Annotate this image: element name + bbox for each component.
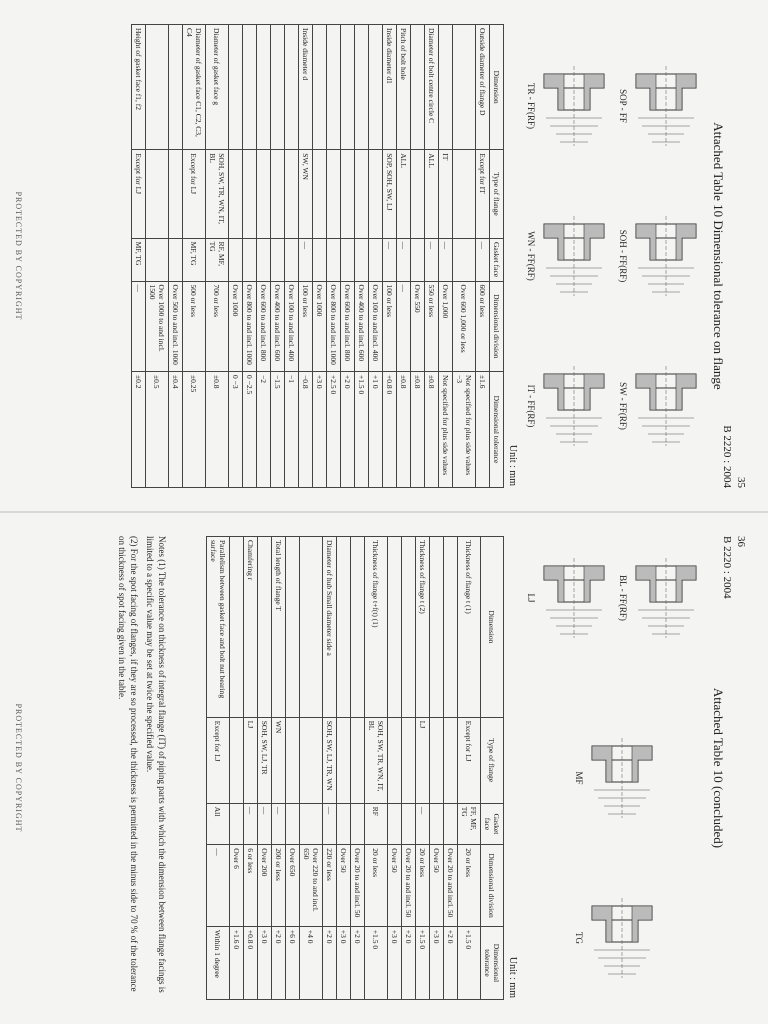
table-row xyxy=(243,25,257,488)
table-cell: WN xyxy=(272,717,286,803)
table-cell: RF, MF, TG xyxy=(206,238,229,281)
notes xyxy=(112,536,168,1000)
table-cell xyxy=(337,717,351,803)
table-cell xyxy=(257,238,271,281)
table-cell xyxy=(229,238,243,281)
table-cell: Over 600 to and incl. 800 xyxy=(257,281,271,371)
page-number: 35 xyxy=(735,477,747,488)
column-header: Dimensional tolerance xyxy=(490,372,504,488)
table-cell: MF, TG xyxy=(183,238,206,281)
table-cell: 500 or less xyxy=(183,281,206,371)
flange-soh-icon xyxy=(630,210,702,302)
table-row xyxy=(272,537,286,1000)
table-cell xyxy=(439,25,453,150)
column-header: Gasket face xyxy=(490,238,504,281)
table-cell: Over 500 to and incl. 1000 xyxy=(169,281,183,371)
table-row xyxy=(365,537,388,1000)
figure-label: BL - FF(RF) xyxy=(618,575,628,621)
table-cell: Over 100 to and incl. 400 xyxy=(285,281,299,371)
table-cell: Diameter of gasket face C1, C2, C3, C4 xyxy=(183,25,206,150)
table-cell xyxy=(355,25,369,150)
table-cell: 200 or less xyxy=(272,845,286,927)
table-cell: Height of gasket face f1, f2 xyxy=(132,25,146,150)
table-row xyxy=(207,537,230,1000)
unit-label: Unit : mm xyxy=(507,956,518,998)
table-cell: RF xyxy=(365,803,388,845)
table-cell: SOP, SOH, SW, LJ xyxy=(383,150,397,238)
standard-code: B 2220 : 2004 xyxy=(721,536,733,599)
table-cell: — xyxy=(272,803,286,845)
table-cell xyxy=(327,238,341,281)
column-header: Dimensional division xyxy=(490,281,504,371)
table-cell: 220 or less xyxy=(323,845,337,927)
table-cell: Within 1 degree xyxy=(207,926,230,999)
copyright-notice: PROTECTED BY COPYRIGHT xyxy=(14,703,23,833)
table-row xyxy=(313,25,327,488)
table-cell xyxy=(146,238,169,281)
table-cell: Except for IT xyxy=(476,150,490,238)
table-cell: Over 50 xyxy=(430,845,444,927)
figure-label: TR - FF(RF) xyxy=(526,82,536,129)
table-cell: Pitch of bolt hole xyxy=(397,25,411,150)
table-cell: — xyxy=(397,238,411,281)
table-cell: Over 200 xyxy=(258,845,272,927)
table-cell xyxy=(230,537,244,718)
table-cell: Not specified for plus side values −3 xyxy=(453,372,476,488)
table-cell: — xyxy=(416,803,430,845)
table-cell xyxy=(411,25,425,150)
table-cell xyxy=(146,25,169,150)
table-cell xyxy=(169,238,183,281)
column-header: Dimension xyxy=(490,25,504,150)
table-row xyxy=(286,537,300,1000)
table-cell: Over 20 to and incl. 50 xyxy=(444,845,458,927)
table-cell xyxy=(351,803,365,845)
table-cell: +2 0 xyxy=(341,372,355,488)
column-header: Dimensional division xyxy=(481,845,504,927)
figure-label: MF xyxy=(574,771,584,785)
table-cell xyxy=(402,537,416,718)
table-cell: +6 0 xyxy=(286,926,300,999)
table-cell: Except for LJ xyxy=(458,717,481,803)
table-cell: Chamfering r xyxy=(244,537,258,718)
table-cell: Over 1000 to and incl. 1500 xyxy=(146,281,169,371)
table-cell xyxy=(430,717,444,803)
table-cell: −1.5 xyxy=(271,372,285,488)
table-cell xyxy=(453,238,476,281)
table-row xyxy=(327,25,341,488)
table-cell: Over 400 to and incl. 600 xyxy=(271,281,285,371)
table-cell: ±0.8 xyxy=(206,372,229,488)
flange-lj-icon xyxy=(538,552,610,644)
table-cell: −2 xyxy=(257,372,271,488)
table-cell: Not specified for plus side values xyxy=(439,372,453,488)
table-cell: +3 0 xyxy=(337,926,351,999)
flange-bl-icon xyxy=(630,552,702,644)
table-row xyxy=(430,537,444,1000)
table-cell xyxy=(313,150,327,238)
table-cell: 700 or less xyxy=(206,281,229,371)
table-cell: MF, TG xyxy=(132,238,146,281)
table-row xyxy=(369,25,383,488)
table-cell: ±0.2 xyxy=(132,372,146,488)
table-cell xyxy=(453,25,476,150)
table-cell xyxy=(229,25,243,150)
table-cell: +2 0 xyxy=(402,926,416,999)
table-cell: Over 6 xyxy=(230,845,244,927)
table-cell: ±0.8 xyxy=(397,372,411,488)
table-cell: 100 or less xyxy=(383,281,397,371)
table-cell: Outside diameter of flange D xyxy=(476,25,490,150)
table-title: Attached Table 10 Dimensional tolerance on flange xyxy=(711,122,726,390)
table-cell: −1 xyxy=(285,372,299,488)
table-cell: −0.8 xyxy=(299,372,313,488)
table-cell xyxy=(271,25,285,150)
table-cell xyxy=(341,238,355,281)
table-row xyxy=(388,537,402,1000)
table-cell xyxy=(369,150,383,238)
table-cell: Inside diameter d1 xyxy=(383,25,397,150)
table-cell xyxy=(341,150,355,238)
table-cell: Over 600 to and incl. 800 xyxy=(341,281,355,371)
table-cell: — xyxy=(258,803,272,845)
table-row xyxy=(402,537,416,1000)
table-cell xyxy=(286,717,300,803)
column-header: Dimension xyxy=(481,537,504,718)
table-cell: Over 50 xyxy=(337,845,351,927)
table-cell xyxy=(257,150,271,238)
table-cell: Over 600 1,000 or less xyxy=(453,281,476,371)
table-cell: 0 −2.5 xyxy=(243,372,257,488)
table-cell xyxy=(444,537,458,718)
page-number: 36 xyxy=(735,536,747,547)
table-cell: FF, MF, TG xyxy=(458,803,481,845)
table-cell xyxy=(258,537,272,718)
standard-code: B 2220 : 2004 xyxy=(721,425,733,488)
unit-label: Unit : mm xyxy=(507,444,518,486)
table-cell xyxy=(285,150,299,238)
table-cell xyxy=(430,803,444,845)
table-cell: Diameter of bolt centre circle C xyxy=(425,25,439,150)
table-cell: Parallelism between gasket face and bolt nut bearing surface xyxy=(207,537,230,718)
table-cell: — xyxy=(244,803,258,845)
table-row xyxy=(416,537,430,1000)
table-cell: Diameter of hub Small diameter side a xyxy=(323,537,337,718)
table-cell xyxy=(313,25,327,150)
table-cell xyxy=(369,25,383,150)
figure-label: SOH - FF(RF) xyxy=(618,229,628,283)
table-cell: Over 100 to and incl. 400 xyxy=(369,281,383,371)
table-cell: LJ xyxy=(244,717,258,803)
table-cell xyxy=(243,25,257,150)
flange-mf-icon xyxy=(586,732,658,824)
table-cell xyxy=(286,537,300,718)
table-cell xyxy=(411,238,425,281)
table-cell: +1.5 0 xyxy=(416,926,430,999)
table-cell: +2 0 xyxy=(351,926,365,999)
table-cell xyxy=(229,150,243,238)
note-item: Notes (1) The tolerance on thickness of integral flange (IT) of piping parts with which the dimension between flange facings is limited to a specific value may be set at twice the specified value. xyxy=(145,536,167,993)
table-cell: +2 0 xyxy=(272,926,286,999)
column-header: Dimensional tolerance xyxy=(481,926,504,999)
table-cell: 600 or less xyxy=(476,281,490,371)
table-cell: — xyxy=(323,803,337,845)
figure-label: SW - FF(RF) xyxy=(618,382,628,430)
table-row xyxy=(351,537,365,1000)
table-cell xyxy=(402,803,416,845)
table-cell: 20 or less xyxy=(416,845,430,927)
table-cell xyxy=(146,150,169,238)
table-cell: +3 0 xyxy=(388,926,402,999)
table-cell xyxy=(243,238,257,281)
table-cell: ALL xyxy=(425,150,439,238)
table-cell: +3 0 xyxy=(430,926,444,999)
table-cell: Diameter of gasket face g xyxy=(206,25,229,150)
table-cell: Total length of flange T xyxy=(272,537,286,718)
table-cell: ±0.8 xyxy=(425,372,439,488)
table-cell xyxy=(327,150,341,238)
table-cell: ±1.6 xyxy=(476,372,490,488)
table-cell: Over 400 to and incl. 600 xyxy=(355,281,369,371)
table-cell: +2 0 xyxy=(444,926,458,999)
table-cell: +4 0 xyxy=(300,926,323,999)
table-cell: — xyxy=(207,845,230,927)
table-cell xyxy=(300,803,323,845)
table-row xyxy=(341,25,355,488)
table-row xyxy=(132,25,146,488)
table-cell xyxy=(230,803,244,845)
table-row xyxy=(453,25,476,488)
table-row xyxy=(299,25,313,488)
table-cell: — xyxy=(383,238,397,281)
table-cell: Thickness of flange t (2) xyxy=(416,537,430,718)
table-row xyxy=(355,25,369,488)
table-cell: Over 800 to and incl. 1000 xyxy=(327,281,341,371)
table-row xyxy=(206,25,229,488)
table-row xyxy=(183,25,206,488)
table-row xyxy=(146,25,169,488)
table-cell: Over 650 xyxy=(286,845,300,927)
table-cell: Over 1000 xyxy=(229,281,243,371)
table-cell: 100 or less xyxy=(299,281,313,371)
table-row xyxy=(258,537,272,1000)
table-row xyxy=(271,25,285,488)
table-cell: ±0.5 xyxy=(146,372,169,488)
table-cell: Over 20 to and incl. 50 xyxy=(402,845,416,927)
table-row xyxy=(411,25,425,488)
table-cell xyxy=(351,717,365,803)
table-cell xyxy=(230,717,244,803)
figure-label: SOP - FF xyxy=(618,89,628,123)
flange-it-icon xyxy=(538,360,610,452)
flange-sop-icon xyxy=(630,60,702,152)
table-row xyxy=(383,25,397,488)
table-cell: +1.5 0 xyxy=(365,926,388,999)
table-cell: +1.6 0 xyxy=(230,926,244,999)
table-cell: Over 50 xyxy=(388,845,402,927)
table-row xyxy=(244,537,258,1000)
figure-label: IT - FF(RF) xyxy=(526,384,536,428)
table-cell: SOH, SW, TR, WN, IT, BL xyxy=(365,717,388,803)
table-cell: +2.5 0 xyxy=(327,372,341,488)
figure-label: LJ xyxy=(526,593,536,603)
table-cell: SOH, SW, LJ, TR xyxy=(258,717,272,803)
flange-tr-icon xyxy=(538,60,610,152)
table-cell xyxy=(444,803,458,845)
table-cell: IT xyxy=(439,150,453,238)
table-row xyxy=(257,25,271,488)
table-cell: +2 0 xyxy=(323,926,337,999)
figure-label: WN - FF(RF) xyxy=(526,231,536,281)
table-cell xyxy=(388,717,402,803)
table-cell xyxy=(337,537,351,718)
table-cell: Except for LJ xyxy=(183,150,206,238)
table-row xyxy=(476,25,490,488)
table-cell xyxy=(271,238,285,281)
table-cell: ALL xyxy=(397,150,411,238)
copyright-notice: PROTECTED BY COPYRIGHT xyxy=(14,191,23,321)
column-header: Type of flange xyxy=(481,717,504,803)
table-cell: — xyxy=(476,238,490,281)
table-cell xyxy=(430,537,444,718)
table-cell xyxy=(257,25,271,150)
table-cell: +1.5 0 xyxy=(355,372,369,488)
table-cell xyxy=(388,803,402,845)
table-cell: ±0.4 xyxy=(169,372,183,488)
table-cell: Over 1,000 xyxy=(439,281,453,371)
table-cell xyxy=(337,803,351,845)
table-cell: Over 550 xyxy=(411,281,425,371)
table-cell xyxy=(369,238,383,281)
note-item: (2) For the spot facing of flanges, if they are so processed, the thickness is permitted in the minus side to 70 % of the tolerance on thickness of spot facing given in the table. xyxy=(117,536,139,992)
table-cell xyxy=(341,25,355,150)
table-cell: — xyxy=(397,281,411,371)
table-cell: — xyxy=(425,238,439,281)
table-cell: — xyxy=(439,238,453,281)
tolerance-table xyxy=(206,536,504,1000)
table-cell xyxy=(411,150,425,238)
table-cell xyxy=(300,537,323,718)
table-row xyxy=(323,537,337,1000)
table-cell xyxy=(169,150,183,238)
column-header: Type of flange xyxy=(490,150,504,238)
table-cell: Over 20 to and incl. 50 xyxy=(351,845,365,927)
table-row xyxy=(285,25,299,488)
table-cell: Over 220 to and incl. 650 xyxy=(300,845,323,927)
table-title: Attached Table 10 (concluded) xyxy=(711,687,726,849)
table-row xyxy=(439,25,453,488)
table-cell: — xyxy=(299,238,313,281)
table-cell: ±0.25 xyxy=(183,372,206,488)
table-cell xyxy=(453,150,476,238)
tolerance-table xyxy=(131,24,504,488)
table-cell: Except for LJ xyxy=(207,717,230,803)
table-cell: 550 or less xyxy=(425,281,439,371)
table-cell xyxy=(243,150,257,238)
table-cell: 6 or less xyxy=(244,845,258,927)
table-cell: SW, WN xyxy=(299,150,313,238)
table-cell: Inside diameter d xyxy=(299,25,313,150)
table-cell xyxy=(327,25,341,150)
table-cell xyxy=(351,537,365,718)
table-cell: ±0.8 xyxy=(411,372,425,488)
table-cell xyxy=(402,717,416,803)
table-cell: Thickness of flange t (1) xyxy=(458,537,481,718)
table-cell xyxy=(355,150,369,238)
table-row xyxy=(300,537,323,1000)
table-cell: Over 800 to and incl. 1000 xyxy=(243,281,257,371)
table-row xyxy=(229,25,243,488)
table-cell xyxy=(285,238,299,281)
table-cell: SOH, SW, LJ, TR, WN xyxy=(323,717,337,803)
flange-tg-icon xyxy=(586,892,658,984)
table-cell: Except for LJ xyxy=(132,150,146,238)
table-cell: 0 −3 xyxy=(229,372,243,488)
figure-label: TG xyxy=(574,932,584,944)
table-cell xyxy=(313,238,327,281)
table-row xyxy=(230,537,244,1000)
table-cell xyxy=(444,717,458,803)
table-cell xyxy=(355,238,369,281)
table-row xyxy=(425,25,439,488)
table-cell: Thickness of flange t+f(t) (1) xyxy=(365,537,388,718)
table-row xyxy=(397,25,411,488)
table-cell: SOH, SW, TR, WN, IT, BL xyxy=(206,150,229,238)
table-cell: All xyxy=(207,803,230,845)
column-header: Gasket face xyxy=(481,803,504,845)
table-cell: 20 or less xyxy=(365,845,388,927)
table-cell: +0.8 0 xyxy=(244,926,258,999)
table-cell xyxy=(300,717,323,803)
flange-wn-icon xyxy=(538,210,610,302)
table-cell: +3 0 xyxy=(258,926,272,999)
table-row xyxy=(337,537,351,1000)
table-cell xyxy=(388,537,402,718)
table-cell xyxy=(169,25,183,150)
table-cell xyxy=(271,150,285,238)
table-cell: +3 0 xyxy=(313,372,327,488)
table-cell xyxy=(285,25,299,150)
table-cell: +1.5 0 xyxy=(458,926,481,999)
table-cell: +0.8 0 xyxy=(383,372,397,488)
table-cell: 20 or less xyxy=(458,845,481,927)
table-cell: Over 1000 xyxy=(313,281,327,371)
table-row xyxy=(458,537,481,1000)
page-36 xyxy=(0,512,768,1024)
table-row xyxy=(444,537,458,1000)
table-row xyxy=(169,25,183,488)
flange-sw-icon xyxy=(630,360,702,452)
table-cell: LJ xyxy=(416,717,430,803)
table-cell: — xyxy=(132,281,146,371)
table-cell: +1 0 xyxy=(369,372,383,488)
table-cell xyxy=(286,803,300,845)
